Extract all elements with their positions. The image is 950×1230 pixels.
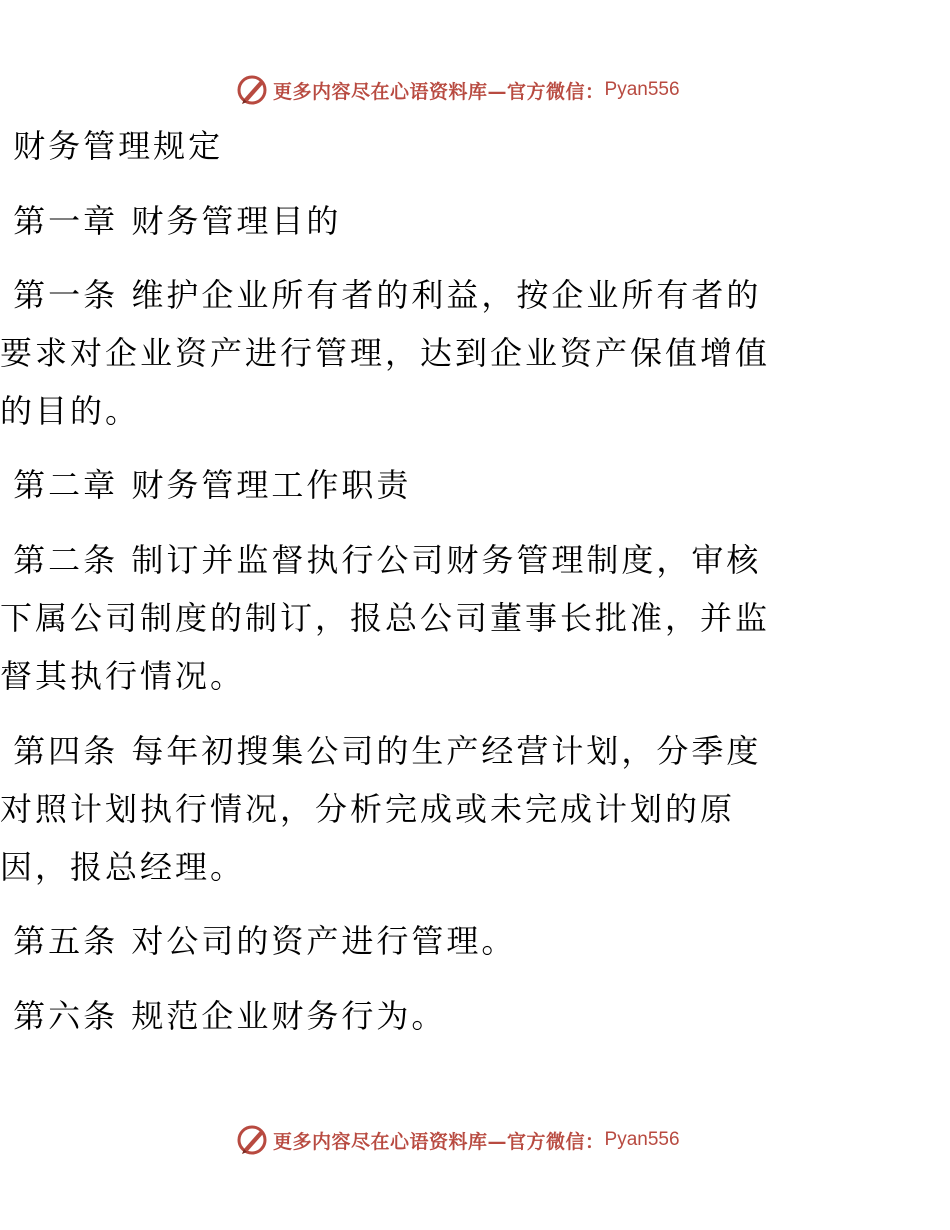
- article-line: 因，报总经理。: [0, 848, 246, 886]
- article-line: 第六条 规范企业财务行为。: [0, 997, 447, 1035]
- article-line: 第一条 维护企业所有者的利益，按企业所有者的: [0, 276, 762, 314]
- document-title: 财务管理规定: [0, 127, 224, 165]
- watermark-text: 更多内容尽在心语资料库—官方微信：: [273, 1130, 605, 1153]
- article-line: 第二条 制订并监督执行公司财务管理制度，审核: [0, 541, 762, 579]
- article-line: 第五条 对公司的资产进行管理。: [0, 922, 517, 960]
- article-line: 下属公司制度的制订，报总公司董事长批准，并监: [0, 599, 771, 637]
- footer-watermark: [235, 1122, 680, 1158]
- article-line: 督其执行情况。: [0, 657, 246, 695]
- article-line: 要求对企业资产进行管理，达到企业资产保值增值: [0, 334, 771, 372]
- article-line: 对照计划执行情况，分析完成或未完成计划的原: [0, 790, 736, 828]
- pen-logo-icon: [235, 73, 269, 107]
- watermark-account: Pyan556: [604, 79, 680, 100]
- header-watermark: [235, 72, 680, 108]
- article-line: 第四条 每年初搜集公司的生产经营计划，分季度: [0, 732, 762, 770]
- watermark-account: Pyan556: [604, 1129, 680, 1150]
- chapter-heading: 第一章 财务管理目的: [0, 202, 342, 240]
- watermark-text: 更多内容尽在心语资料库—官方微信：: [273, 80, 605, 103]
- chapter-heading: 第二章 财务管理工作职责: [0, 466, 412, 504]
- pen-logo-icon: [235, 1123, 269, 1157]
- article-line: 的目的。: [0, 392, 141, 430]
